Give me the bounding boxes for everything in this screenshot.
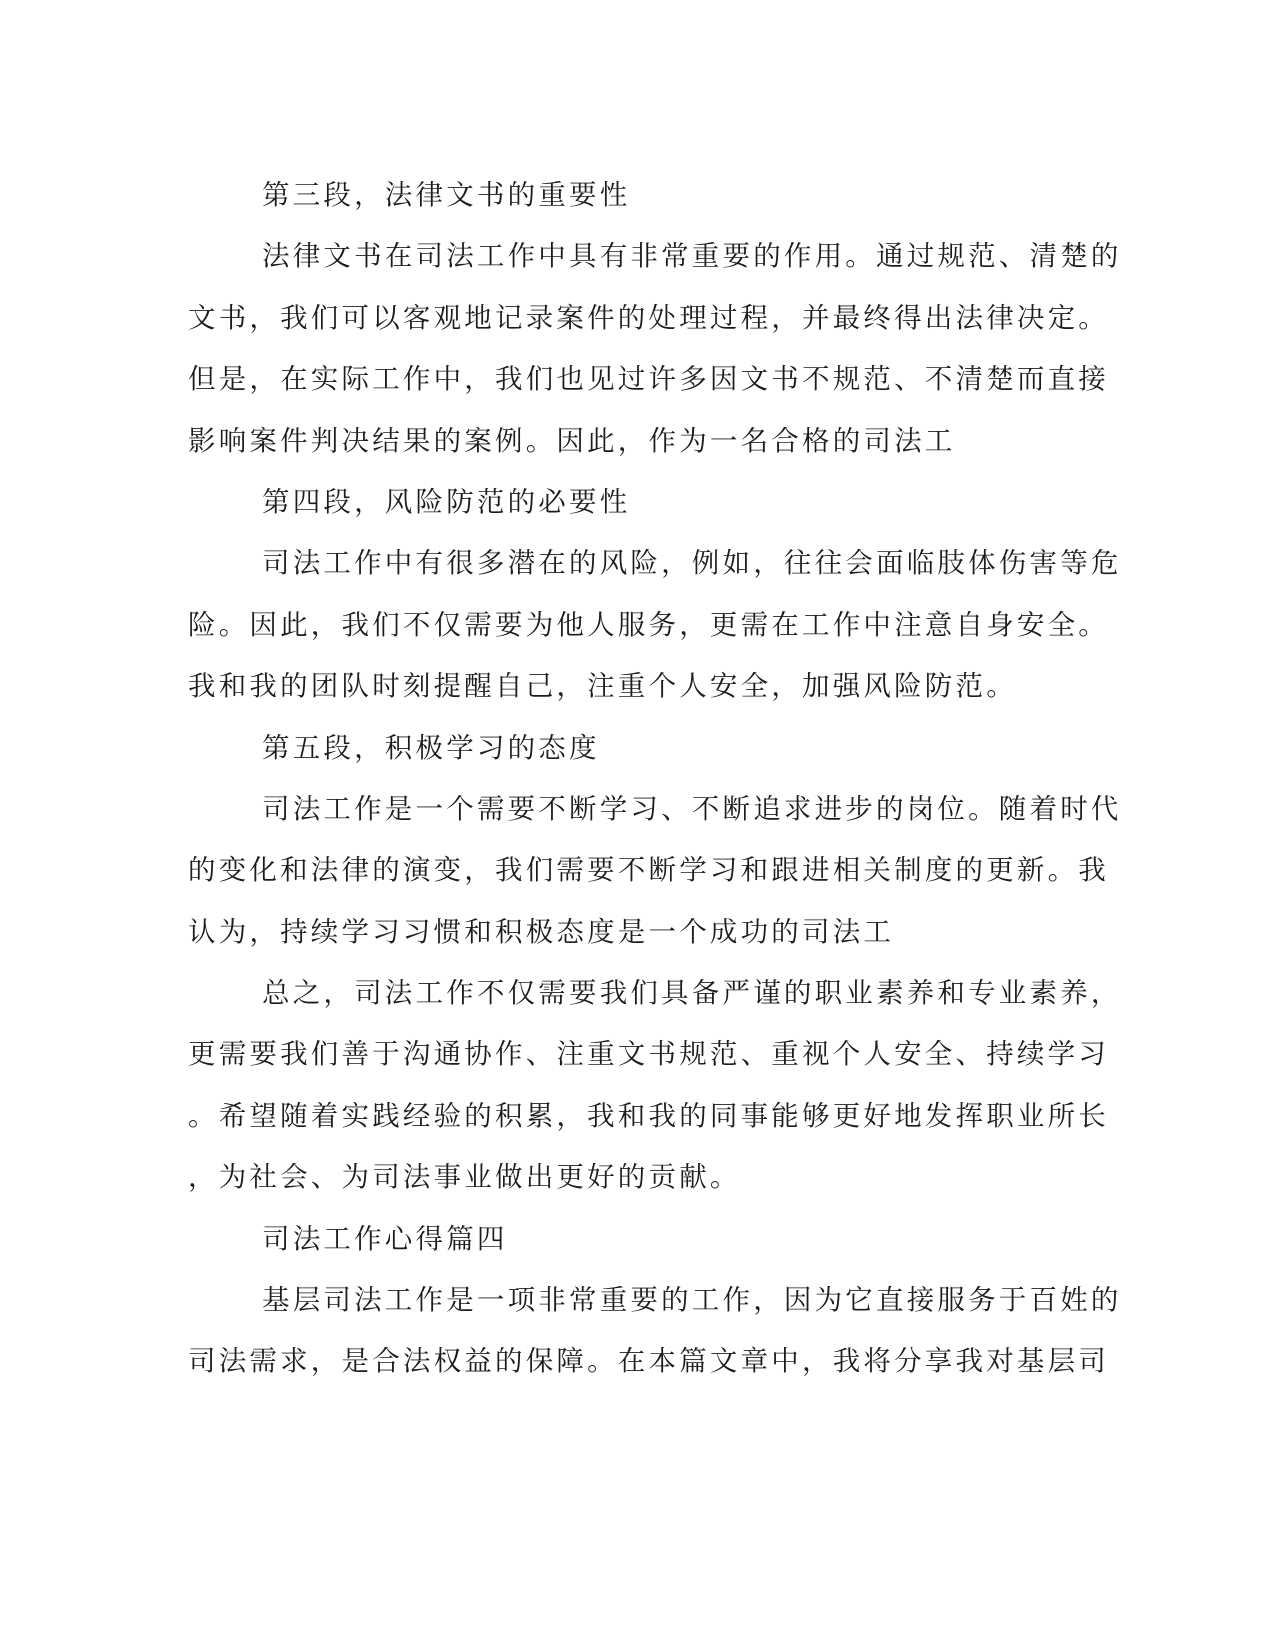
paragraph-line: 基层司法工作是一项非常重要的工作，因为它直接服务于百姓的 — [262, 1284, 1122, 1317]
paragraph-line: 文书，我们可以客观地记录案件的处理过程，并最终得出法律决定。 — [188, 301, 1109, 334]
paragraph-line: 总之，司法工作不仅需要我们具备严谨的职业素养和专业素养， — [262, 977, 1122, 1010]
paragraph-line: 司法工作中有很多潜在的风险，例如，往往会面临肢体伤害等危 — [262, 547, 1122, 580]
paragraph-line: 认为，持续学习习惯和积极态度是一个成功的司法工 — [188, 915, 895, 948]
paragraph-line: ，为社会、为司法事业做出更好的贡献。 — [188, 1161, 741, 1194]
paragraph-line: 司法工作是一个需要不断学习、不断追求进步的岗位。随着时代 — [262, 792, 1122, 825]
paragraph-line: 的变化和法律的演变，我们需要不断学习和跟进相关制度的更新。我 — [188, 854, 1109, 887]
section-heading-3: 第三段，法律文书的重要性 — [262, 179, 631, 211]
paragraph-line: 更需要我们善于沟通协作、注重文书规范、重视个人安全、持续学习 — [188, 1038, 1109, 1071]
paragraph-line: 但是，在实际工作中，我们也见过许多因文书不规范、不清楚而直接 — [188, 363, 1109, 396]
paragraph-line: 司法需求，是合法权益的保障。在本篇文章中，我将分享我对基层司 — [188, 1345, 1109, 1378]
article-title-part-4: 司法工作心得篇四 — [262, 1222, 508, 1255]
paragraph-line: 影响案件判决结果的案例。因此，作为一名合格的司法工 — [188, 424, 956, 457]
paragraph-line: 。希望随着实践经验的积累，我和我的同事能够更好地发挥职业所长 — [188, 1099, 1109, 1132]
section-heading-4: 第四段，风险防范的必要性 — [262, 485, 631, 518]
paragraph-line: 法律文书在司法工作中具有非常重要的作用。通过规范、清楚的 — [262, 240, 1122, 273]
document-body — [188, 165, 1122, 1393]
paragraph-line: 险。因此，我们不仅需要为他人服务，更需在工作中注意自身安全。 — [188, 608, 1109, 641]
paragraph-line: 我和我的团队时刻提醒自己，注重个人安全，加强风险防范。 — [188, 670, 1017, 703]
section-heading-5: 第五段，积极学习的态度 — [262, 731, 600, 764]
